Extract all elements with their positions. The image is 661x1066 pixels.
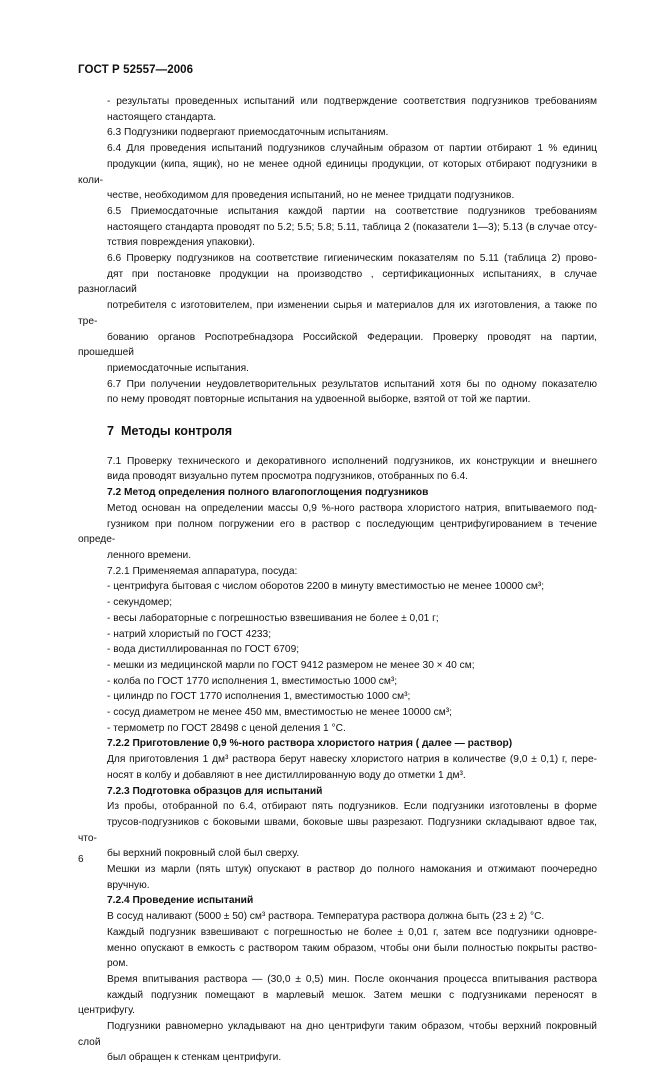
text-line: Метод основан на определении массы 0,9 %-ного раствора хлористого натрия, впитываемого под-	[107, 502, 597, 514]
paragraph-7-2-3-a	[78, 799, 597, 862]
text-line: - мешки из медицинской марли по ГОСТ 9412 размером не менее 30 × 40 см;	[107, 659, 475, 671]
text-line: - весы лабораторные с погрешностью взвешивания не более ± 0,01 г;	[107, 612, 439, 624]
text-line: каждый подгузник помещают в марлевый мешок. Затем мешки с подгузниками переносят в центрифугу.	[78, 989, 597, 1017]
paragraph-6-1	[78, 125, 597, 141]
paragraph-7-2	[78, 501, 597, 564]
section7-body	[78, 454, 597, 1066]
text-line: 6.7 При получении неудовлетворительных результатов испытаний хотя бы по одному показателю	[107, 378, 597, 390]
paragraph-7-2-4-a	[78, 909, 597, 925]
text-line: приемосдаточные испытания.	[107, 362, 249, 374]
text-line: Мешки из марли (пять штук) опускают в раствор до полного намокания и отжимают поочередно	[107, 864, 597, 876]
text-line: - термометр по ГОСТ 28498 с ценой деления 1 °С.	[107, 722, 346, 734]
equipment-item	[78, 658, 597, 674]
text-line: - центрифуга бытовая с числом оборотов 2200 в минуту вместимостью не менее 10000 см³;	[107, 581, 545, 593]
equipment-item	[78, 689, 597, 705]
text-line: 7.2.2 Приготовление 0,9 %-ного раствора хлористого натрия ( далее — раствор)	[107, 738, 513, 750]
text-line: трусов-подгузников с боковыми швами, боковые швы разрезают. Подгузники складывают вдвое так, что-	[78, 816, 597, 844]
section6-paragraphs	[78, 94, 597, 408]
text-line: вручную.	[107, 879, 150, 891]
text-line: - вода дистиллированная по ГОСТ 6709;	[107, 644, 300, 656]
text-line: - колба по ГОСТ 1770 исполнения 1, вместимостью 1000 см³;	[107, 675, 398, 687]
equipment-item	[78, 674, 597, 690]
equipment-item	[78, 642, 597, 658]
text-line: по нему проводят повторные испытания на удвоенной выборке, взятой от той же партии.	[107, 394, 531, 406]
paragraph-7-2-4-c	[78, 972, 597, 1066]
text-line: 7.2.4 Проведение испытаний	[107, 895, 254, 907]
text-line: честве, необходимом для проведения испытаний, но не менее тридцати подгузников.	[107, 190, 515, 202]
text-line: Из пробы, отобранной по 6.4, отбирают пять подгузников. Если подгузники изготовлены в форме	[107, 801, 597, 813]
text-line: гузником при полном погружении его в раствор с последующим центрифугированием в течение опреде-	[78, 518, 597, 546]
text-line: 7.1 Проверку технического и декоративного исполнений подгузников, их конструкции и внешнего	[107, 455, 597, 467]
paragraph-7-2-3-b	[78, 862, 597, 893]
text-line: 7.2 Метод определения полного влагопоглощения подгузников	[107, 487, 429, 499]
heading-7-2-2	[78, 736, 597, 752]
paragraph-7-2-4-b	[78, 925, 597, 972]
text-line: вида проводят визуально путем просмотра подгузников, отобранных по 6.4.	[107, 471, 468, 483]
text-line: - сосуд диаметром не менее 450 мм, вместимостью не менее 10000 см³;	[107, 707, 452, 719]
text-line: дят при постановке продукции на производство , сертификационных испытаниях, в случае разногласий	[78, 268, 597, 296]
paragraph-6-5	[78, 377, 597, 408]
text-line: В сосуд наливают (5000 ± 50) см³ раствора. Температура раствора должна быть (23 ± 2) °С.	[107, 911, 545, 923]
paragraph-6-3	[78, 204, 597, 251]
text-line: бы верхний покровный слой был сверху.	[107, 848, 300, 860]
section-7-title: Методы контроля	[121, 424, 233, 439]
heading-7-2-3	[78, 784, 597, 800]
text-line: Подгузники равномерно укладывают на дно центрифуги таким образом, чтобы верхний покровный слой	[78, 1021, 597, 1048]
text-line: - цилиндр по ГОСТ 1770 исполнения 1, вместимостью 1000 см³;	[107, 691, 411, 703]
text-line: ленного времени.	[107, 549, 192, 561]
equipment-item	[78, 611, 597, 627]
text-line: 6.4 Для проведения испытаний подгузников случайным образом от партии отбирают 1 % единиц	[107, 143, 597, 155]
text-line: 7.2.3 Подготовка образцов для испытаний	[107, 785, 323, 797]
text-line: бованию органов Роспотребнадзора Российской Федерации. Проверку проводят на партии, прошедшей	[78, 331, 597, 359]
equipment-item	[78, 595, 597, 611]
paragraph-6-0	[78, 94, 597, 125]
text-line: тствия повреждения упаковки).	[107, 237, 255, 249]
heading-7-2-1	[78, 564, 597, 580]
text-line: - секундомер;	[107, 597, 173, 609]
text-line: 6.5 Приемосдаточные испытания каждой партии на соответствие подгузников требованиям	[107, 205, 597, 217]
text-line: был обращен к стенкам центрифуги.	[107, 1052, 282, 1064]
paragraph-7-1	[78, 454, 597, 485]
text-line: Для приготовления 1 дм³ раствора берут навеску хлористого натрия в количестве (9,0 ± 0,1) г, пере-	[107, 754, 597, 766]
text-line: ром.	[107, 958, 129, 970]
heading-7-2	[78, 485, 597, 501]
text-line: 6.3 Подгузники подвергают приемосдаточным испытаниям.	[107, 127, 389, 139]
text-line: настоящего стандарта.	[107, 111, 217, 123]
section-7-number: 7	[107, 424, 115, 439]
text-line: Время впитывания раствора — (30,0 ± 0,5) мин. После окончания процесса впитывания раствора	[107, 973, 597, 985]
equipment-item	[78, 721, 597, 737]
document-header: ГОСТ Р 52557—2006	[78, 64, 194, 76]
text-line: менно опускают в емкость с раствором таким образом, чтобы они были полностью покрыты раство-	[107, 942, 597, 954]
equipment-item	[78, 705, 597, 721]
text-line: потребителя с изготовителем, при изменении сырья и материалов для их изготовления, а также по тре-	[78, 300, 597, 327]
document-body	[78, 94, 597, 1066]
text-line: - результаты проведенных испытаний или подтверждение соответствия подгузников требованиям	[107, 96, 597, 107]
paragraph-7-2-2	[78, 752, 597, 783]
text-line: Каждый подгузник взвешивают с погрешностью не более ± 0,01 г, затем все подгузники одновре-	[107, 926, 597, 938]
equipment-item	[78, 579, 597, 595]
text-line: 7.2.1 Применяемая аппаратура, посуда:	[107, 565, 298, 577]
page-number: 6	[78, 854, 84, 865]
heading-7-2-4	[78, 893, 597, 909]
text-line: продукции (кипа, ящик), но не менее одной единицы продукции, от которых отбирают подгузники в коли-	[78, 158, 597, 186]
text-line: настоящего стандарта проводят по 5.2; 5.5; 5.8; 5.11, таблица 2 (показатели 1—3); 5.13 (в случае отсу-	[107, 221, 597, 233]
text-line: носят в колбу и добавляют в нее дистиллированную воду до отметки 1 дм³.	[107, 769, 466, 781]
equipment-item	[78, 627, 597, 643]
paragraph-6-4	[78, 251, 597, 377]
text-line: - натрий хлористый по ГОСТ 4233;	[107, 628, 272, 640]
text-line: 6.6 Проверку подгузников на соответствие гигиеническим показателям по 5.11 (таблица 2) прово-	[107, 253, 597, 265]
paragraph-6-2	[78, 141, 597, 204]
section-7-heading	[78, 424, 597, 440]
